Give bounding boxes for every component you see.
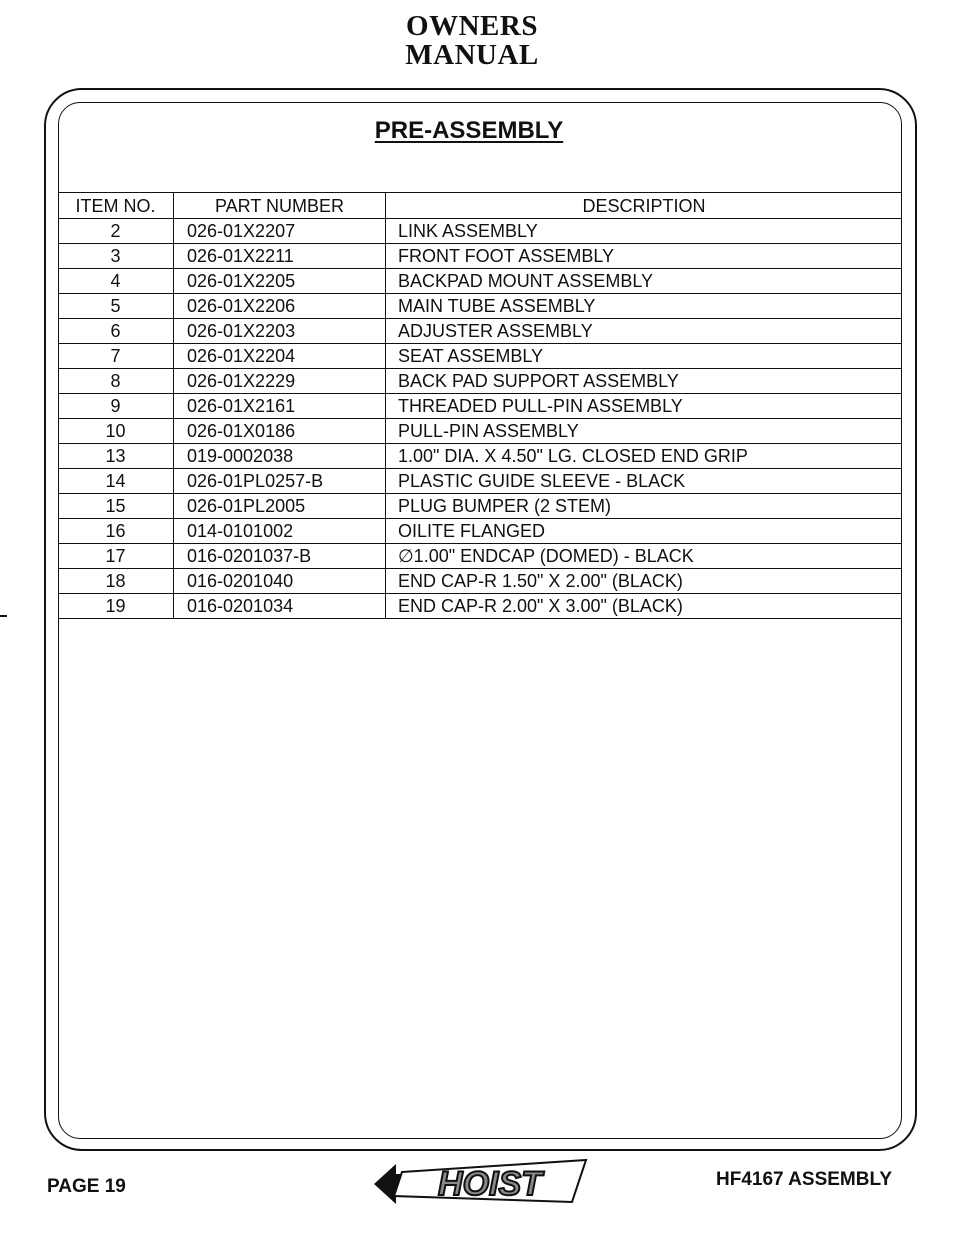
table-row (58, 344, 902, 369)
cell-description: PULL-PIN ASSEMBLY (386, 419, 903, 444)
cell-description: FRONT FOOT ASSEMBLY (386, 244, 903, 269)
cell-part-number: 026-01X2203 (174, 319, 386, 344)
header-line-1: OWNERS (406, 10, 538, 42)
cell-description: 1.00" DIA. X 4.50" LG. CLOSED END GRIP (386, 444, 903, 469)
cell-description: BACKPAD MOUNT ASSEMBLY (386, 269, 903, 294)
section-title: PRE-ASSEMBLY (374, 117, 564, 144)
table-row (58, 444, 902, 469)
cell-part-number: 026-01X2229 (174, 369, 386, 394)
table-row (58, 219, 902, 244)
cell-description: END CAP-R 1.50" X 2.00" (BLACK) (386, 569, 903, 594)
cell-item-no: 3 (58, 244, 174, 269)
table-row (58, 244, 902, 269)
cell-description: ∅1.00" ENDCAP (DOMED) - BLACK (386, 544, 903, 569)
cell-description: END CAP-R 2.00" X 3.00" (BLACK) (386, 594, 903, 619)
table-row (58, 519, 902, 544)
parts-table-body (58, 219, 902, 619)
table-row (58, 494, 902, 519)
table-row (58, 294, 902, 319)
table-row (58, 469, 902, 494)
table-row (58, 594, 902, 619)
cell-description: SEAT ASSEMBLY (386, 344, 903, 369)
table-row (58, 319, 902, 344)
cell-description: PLASTIC GUIDE SLEEVE - BLACK (386, 469, 903, 494)
cell-part-number: 019-0002038 (174, 444, 386, 469)
table-row (58, 544, 902, 569)
table-row (58, 269, 902, 294)
cell-part-number: 026-01PL0257-B (174, 469, 386, 494)
cell-part-number: 016-0201034 (174, 594, 386, 619)
cell-item-no: 15 (58, 494, 174, 519)
cell-item-no: 7 (58, 344, 174, 369)
cell-item-no: 17 (58, 544, 174, 569)
cell-description: THREADED PULL-PIN ASSEMBLY (386, 394, 903, 419)
column-header-part-number: PART NUMBER (174, 193, 386, 219)
model-label: HF4167 ASSEMBLY (716, 1169, 892, 1190)
cell-part-number: 026-01PL2005 (174, 494, 386, 519)
cell-item-no: 13 (58, 444, 174, 469)
cell-item-no: 19 (58, 594, 174, 619)
cell-item-no: 18 (58, 569, 174, 594)
cell-item-no: 10 (58, 419, 174, 444)
cell-part-number: 026-01X2207 (174, 219, 386, 244)
column-header-item-no: ITEM NO. (58, 193, 174, 219)
cell-description: BACK PAD SUPPORT ASSEMBLY (386, 369, 903, 394)
parts-table (58, 192, 902, 619)
header-line-2: MANUAL (405, 39, 539, 71)
cell-description: ADJUSTER ASSEMBLY (386, 319, 903, 344)
cell-item-no: 5 (58, 294, 174, 319)
cell-part-number: 026-01X0186 (174, 419, 386, 444)
table-row (58, 569, 902, 594)
cell-part-number: 026-01X2161 (174, 394, 386, 419)
cell-description: MAIN TUBE ASSEMBLY (386, 294, 903, 319)
margin-mark (0, 615, 7, 617)
cell-item-no: 14 (58, 469, 174, 494)
cell-description: LINK ASSEMBLY (386, 219, 903, 244)
column-header-description: DESCRIPTION (386, 193, 903, 219)
cell-item-no: 6 (58, 319, 174, 344)
cell-part-number: 014-0101002 (174, 519, 386, 544)
logo-text: HOIST (438, 1165, 542, 1203)
cell-item-no: 16 (58, 519, 174, 544)
cell-item-no: 2 (58, 219, 174, 244)
cell-item-no: 8 (58, 369, 174, 394)
table-row (58, 419, 902, 444)
document-header (0, 12, 944, 70)
cell-item-no: 9 (58, 394, 174, 419)
cell-part-number: 016-0201037-B (174, 544, 386, 569)
cell-part-number: 016-0201040 (174, 569, 386, 594)
page-number: PAGE 19 (47, 1176, 126, 1197)
table-row (58, 369, 902, 394)
hoist-logo-icon (372, 1152, 592, 1214)
cell-description: OILITE FLANGED (386, 519, 903, 544)
cell-part-number: 026-01X2211 (174, 244, 386, 269)
cell-part-number: 026-01X2205 (174, 269, 386, 294)
cell-part-number: 026-01X2204 (174, 344, 386, 369)
cell-description: PLUG BUMPER (2 STEM) (386, 494, 903, 519)
table-row (58, 394, 902, 419)
table-header-row (58, 193, 902, 219)
cell-item-no: 4 (58, 269, 174, 294)
cell-part-number: 026-01X2206 (174, 294, 386, 319)
